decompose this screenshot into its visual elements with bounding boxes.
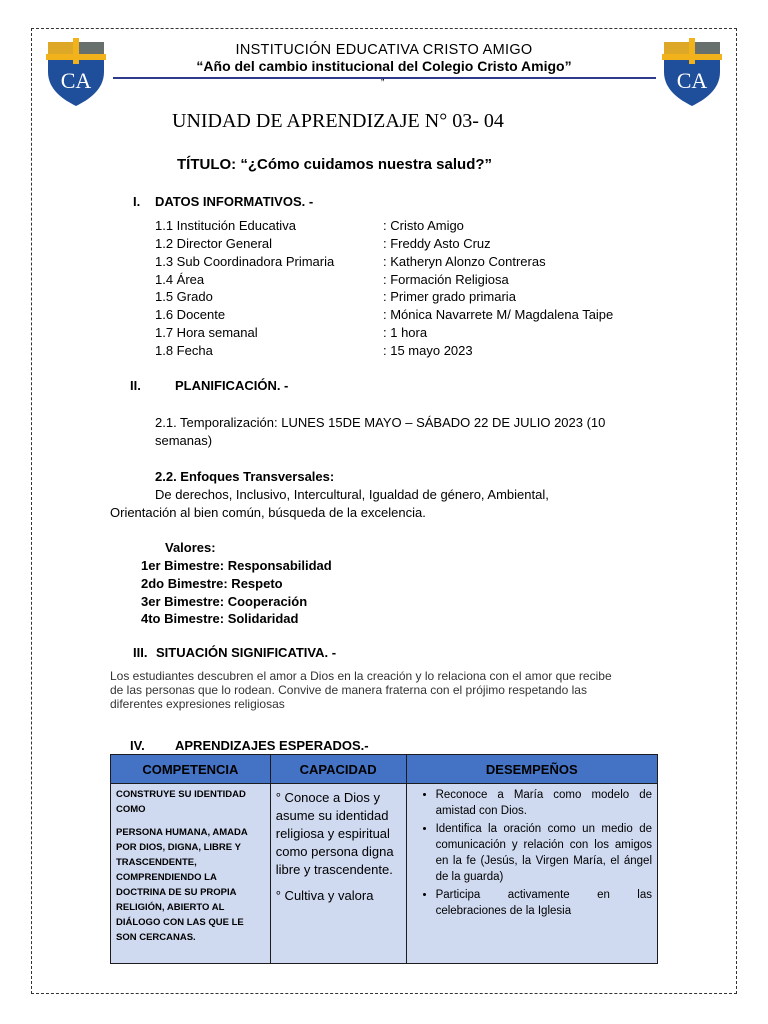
info-row (155, 343, 675, 361)
year-motto: “Año del cambio institucional del Colegio Cristo Amigo” (196, 58, 572, 74)
info-value: : 1 hora (383, 325, 428, 340)
desempenos-cell (406, 784, 657, 964)
info-row (155, 307, 675, 325)
valor-item: 4to Bimestre: Solidaridad (141, 611, 299, 626)
info-label: 1.5 Grado (155, 289, 213, 304)
table-header-row (111, 755, 658, 784)
temporalizacion-line2: semanas) (155, 433, 213, 448)
enfoques-title: 2.2. Enfoques Transversales: (155, 469, 335, 484)
info-label: 1.7 Hora semanal (155, 325, 258, 340)
section1-number: I. (133, 194, 141, 209)
info-value: : Formación Religiosa (383, 272, 509, 287)
document-title: TÍTULO: “¿Cómo cuidamos nuestra salud?” (177, 156, 493, 173)
section4-number: IV. (130, 738, 145, 753)
info-value: : Katheryn Alonzo Contreras (383, 254, 546, 269)
valor-item: 2do Bimestre: Respeto (141, 576, 283, 591)
header-competencia: COMPETENCIA (111, 755, 271, 784)
info-value: : Freddy Asto Cruz (383, 236, 491, 251)
learning-table (110, 754, 658, 964)
info-value: : Primer grado primaria (383, 289, 516, 304)
competencia-text: CONSTRUYE SU IDENTIDAD COMO (116, 789, 246, 815)
table-row (111, 784, 658, 964)
list-item: • Participa activamente en las celebraciones de la Iglesia (436, 887, 652, 919)
info-row (155, 254, 675, 272)
enfoques-line1: De derechos, Inclusivo, Intercultural, Igualdad de género, Ambiental, (155, 487, 549, 502)
section2-number: II. (130, 378, 141, 393)
desempenos-list (412, 787, 652, 919)
info-row (155, 218, 675, 236)
info-row (155, 289, 675, 307)
info-value: : 15 mayo 2023 (383, 343, 473, 358)
info-value: : Mónica Navarrete M/ Magdalena Taipe (383, 307, 614, 322)
info-label: 1.6 Docente (155, 307, 226, 322)
rule-mark: ” (381, 78, 385, 89)
info-label: 1.1 Institución Educativa (155, 218, 296, 233)
situacion-line: diferentes expresiones religiosas (110, 697, 285, 711)
info-label: 1.2 Director General (155, 236, 273, 251)
header-rule (113, 77, 656, 79)
info-label: 1.8 Fecha (155, 343, 213, 358)
capacidad-cell (270, 784, 406, 964)
section2-title: PLANIFICACIÓN. - (175, 378, 289, 393)
unit-title: UNIDAD DE APRENDIZAJE N° 03- 04 (172, 110, 504, 132)
list-item: • Reconoce a María como modelo de amistad con Dios. (436, 787, 652, 819)
competencia-text: PERSONA HUMANA, AMADA POR DIOS, DIGNA, LIBRE Y TRASCENDENTE, COMPRENDIENDO LA DOCTRINA DE SU PROPIA RELIGIÓN, ABIERTO AL DIÁLOGO CON LAS QUE LE SON CERCANAS. (116, 827, 248, 943)
info-row (155, 325, 675, 343)
info-label: 1.4 Área (155, 272, 205, 287)
section3-number: III. (133, 645, 148, 660)
valor-item: 3er Bimestre: Cooperación (141, 594, 308, 609)
institution-name: INSTITUCIÓN EDUCATIVA CRISTO AMIGO (235, 42, 533, 58)
situacion-line: de las personas que lo rodean. Convive de manera fraterna con el prójimo respetando las (110, 683, 587, 697)
section3-title: SITUACIÓN SIGNIFICATIVA. - (156, 645, 337, 660)
logo-text: CA (676, 68, 708, 93)
temporalizacion-line1: 2.1. Temporalización: LUNES 15DE MAYO – SÁBADO 22 DE JULIO 2023 (10 (155, 415, 606, 430)
info-row (155, 272, 675, 290)
info-label: 1.3 Sub Coordinadora Primaria (155, 254, 335, 269)
valores-title: Valores: (165, 540, 216, 555)
valor-item: 1er Bimestre: Responsabilidad (141, 558, 332, 573)
info-value: : Cristo Amigo (383, 218, 464, 233)
logo-text: CA (60, 68, 92, 93)
header-capacidad: CAPACIDAD (270, 755, 406, 784)
info-row (155, 236, 675, 254)
capacidad-text: ° Cultiva y valora (275, 888, 374, 903)
capacidad-text: ° Conoce a Dios y asume su identidad religiosa y espiritual como persona digna libre y trascendente. (275, 790, 394, 877)
section4-title: APRENDIZAJES ESPERADOS.- (175, 738, 369, 753)
section1-title: DATOS INFORMATIVOS. - (155, 194, 314, 209)
list-item: • Identifica la oración como un medio de comunicación y relación con los amigos en la fe (Jesús, la Virgen María, el ángel de la guarda) (436, 821, 652, 885)
situacion-line: Los estudiantes descubren el amor a Dios en la creación y lo relaciona con el amor que recibe (110, 669, 612, 683)
header-desempenos: DESEMPEÑOS (406, 755, 657, 784)
enfoques-line2: Orientación al bien común, búsqueda de la excelencia. (110, 505, 426, 520)
competencia-cell (111, 784, 271, 964)
